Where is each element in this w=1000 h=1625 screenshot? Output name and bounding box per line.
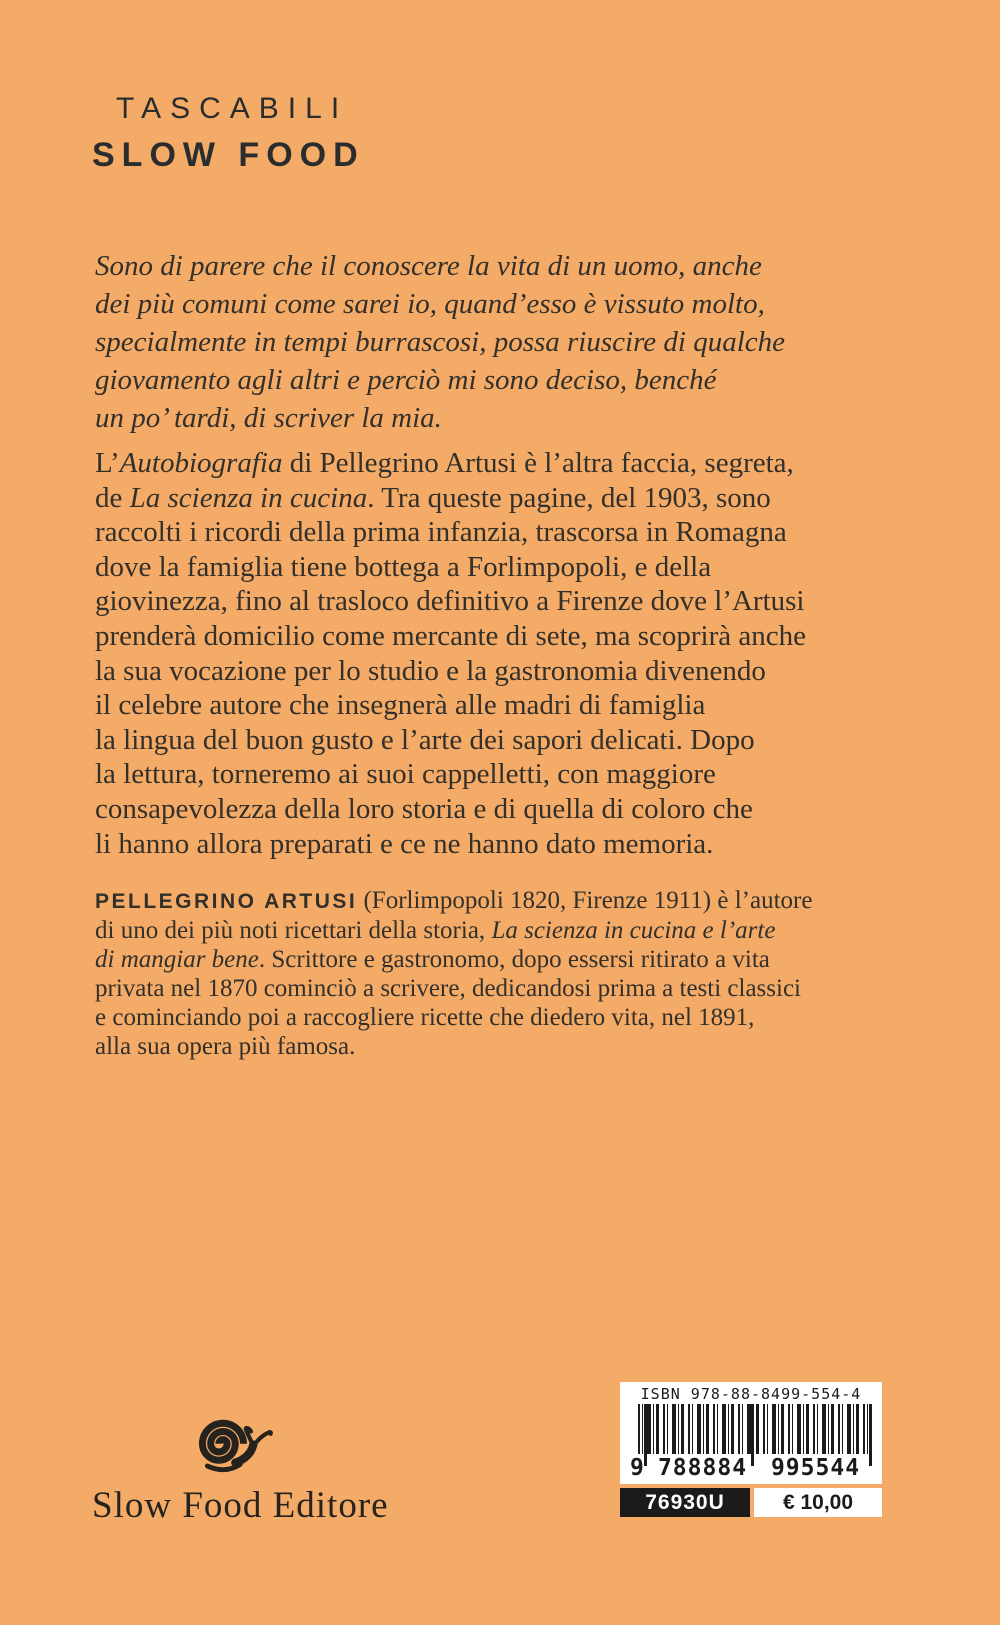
price-label: € 10,00 bbox=[754, 1488, 882, 1517]
text-line: di mangiar bene. Scrittore e gastronomo, dopo essersi ritirato a vita bbox=[95, 946, 770, 973]
barcode-guard-center bbox=[751, 1404, 754, 1466]
barcode bbox=[620, 1382, 882, 1484]
price-barcode-sticker bbox=[620, 1382, 882, 1517]
text-line: un po’ tardi, di scriver la mia. bbox=[95, 402, 442, 434]
barcode-guard-left bbox=[644, 1404, 647, 1466]
text-line: giovinezza, fino al trasloco definitivo a Firenze dove l’Artusi bbox=[95, 585, 805, 618]
text-line: la lettura, torneremo ai suoi cappelletti, con maggiore bbox=[95, 758, 716, 791]
isbn-label: ISBN 978-88-8499-554-4 bbox=[640, 1385, 862, 1403]
brand-label: SLOW FOOD bbox=[92, 136, 365, 174]
book-description bbox=[95, 446, 806, 861]
edition-code: 76930U bbox=[620, 1488, 750, 1517]
text-line: specialmente in tempi burrascosi, possa riuscire di qualche bbox=[95, 326, 786, 358]
text-line: alla sua opera più famosa. bbox=[95, 1033, 356, 1060]
text-line: la sua vocazione per lo studio e la gastronomia divenendo bbox=[95, 654, 766, 687]
author-quote bbox=[95, 247, 785, 437]
text-line: il celebre autore che insegnerà alle madri di famiglia bbox=[95, 689, 706, 722]
author-bio bbox=[95, 886, 812, 1061]
barcode-digits: 9 788884 995544 bbox=[630, 1455, 861, 1481]
text-line: li hanno allora preparati e ce ne hanno dato memoria. bbox=[95, 827, 714, 860]
barcode-guard-right bbox=[869, 1404, 872, 1466]
text-line: di uno dei più noti ricettari della storia, La scienza in cucina e l’arte bbox=[95, 917, 776, 944]
text-line: e cominciando poi a raccogliere ricette che diedero vita, nel 1891, bbox=[95, 1004, 755, 1031]
imprint-header bbox=[92, 92, 365, 175]
text-line: dove la famiglia tiene bottega a Forlimpopoli, e della bbox=[95, 550, 712, 583]
text-line: giovamento agli altri e perciò mi sono deciso, benché bbox=[95, 364, 717, 396]
text-line: consapevolezza della loro storia e di quella di coloro che bbox=[95, 792, 753, 825]
barcode-bars bbox=[638, 1404, 870, 1454]
text-line: prenderà domicilio come mercante di sete, ma scoprirà anche bbox=[95, 619, 806, 652]
text-line: de La scienza in cucina. Tra queste pagine, del 1903, sono bbox=[95, 481, 771, 514]
publisher-block bbox=[92, 1410, 389, 1527]
series-label: TASCABILI bbox=[116, 92, 349, 125]
publisher-name: Slow Food Editore bbox=[92, 1485, 389, 1526]
text-line: Sono di parere che il conoscere la vita di un uomo, anche bbox=[95, 250, 762, 282]
text-line: raccolti i ricordi della prima infanzia, trascorsa in Romagna bbox=[95, 516, 787, 549]
text-line: PELLEGRINO ARTUSI (Forlimpopoli 1820, Firenze 1911) è l’autore bbox=[95, 887, 813, 914]
snail-icon bbox=[186, 1410, 278, 1480]
text-line: L’Autobiografia di Pellegrino Artusi è l’altra faccia, segreta, bbox=[95, 447, 794, 479]
text-line: la lingua del buon gusto e l’arte dei sapori delicati. Dopo bbox=[95, 723, 755, 756]
text-line: privata nel 1870 cominciò a scrivere, dedicandosi prima a testi classici bbox=[95, 975, 802, 1002]
text-line: dei più comuni come sarei io, quand’esso è vissuto molto, bbox=[95, 288, 765, 320]
